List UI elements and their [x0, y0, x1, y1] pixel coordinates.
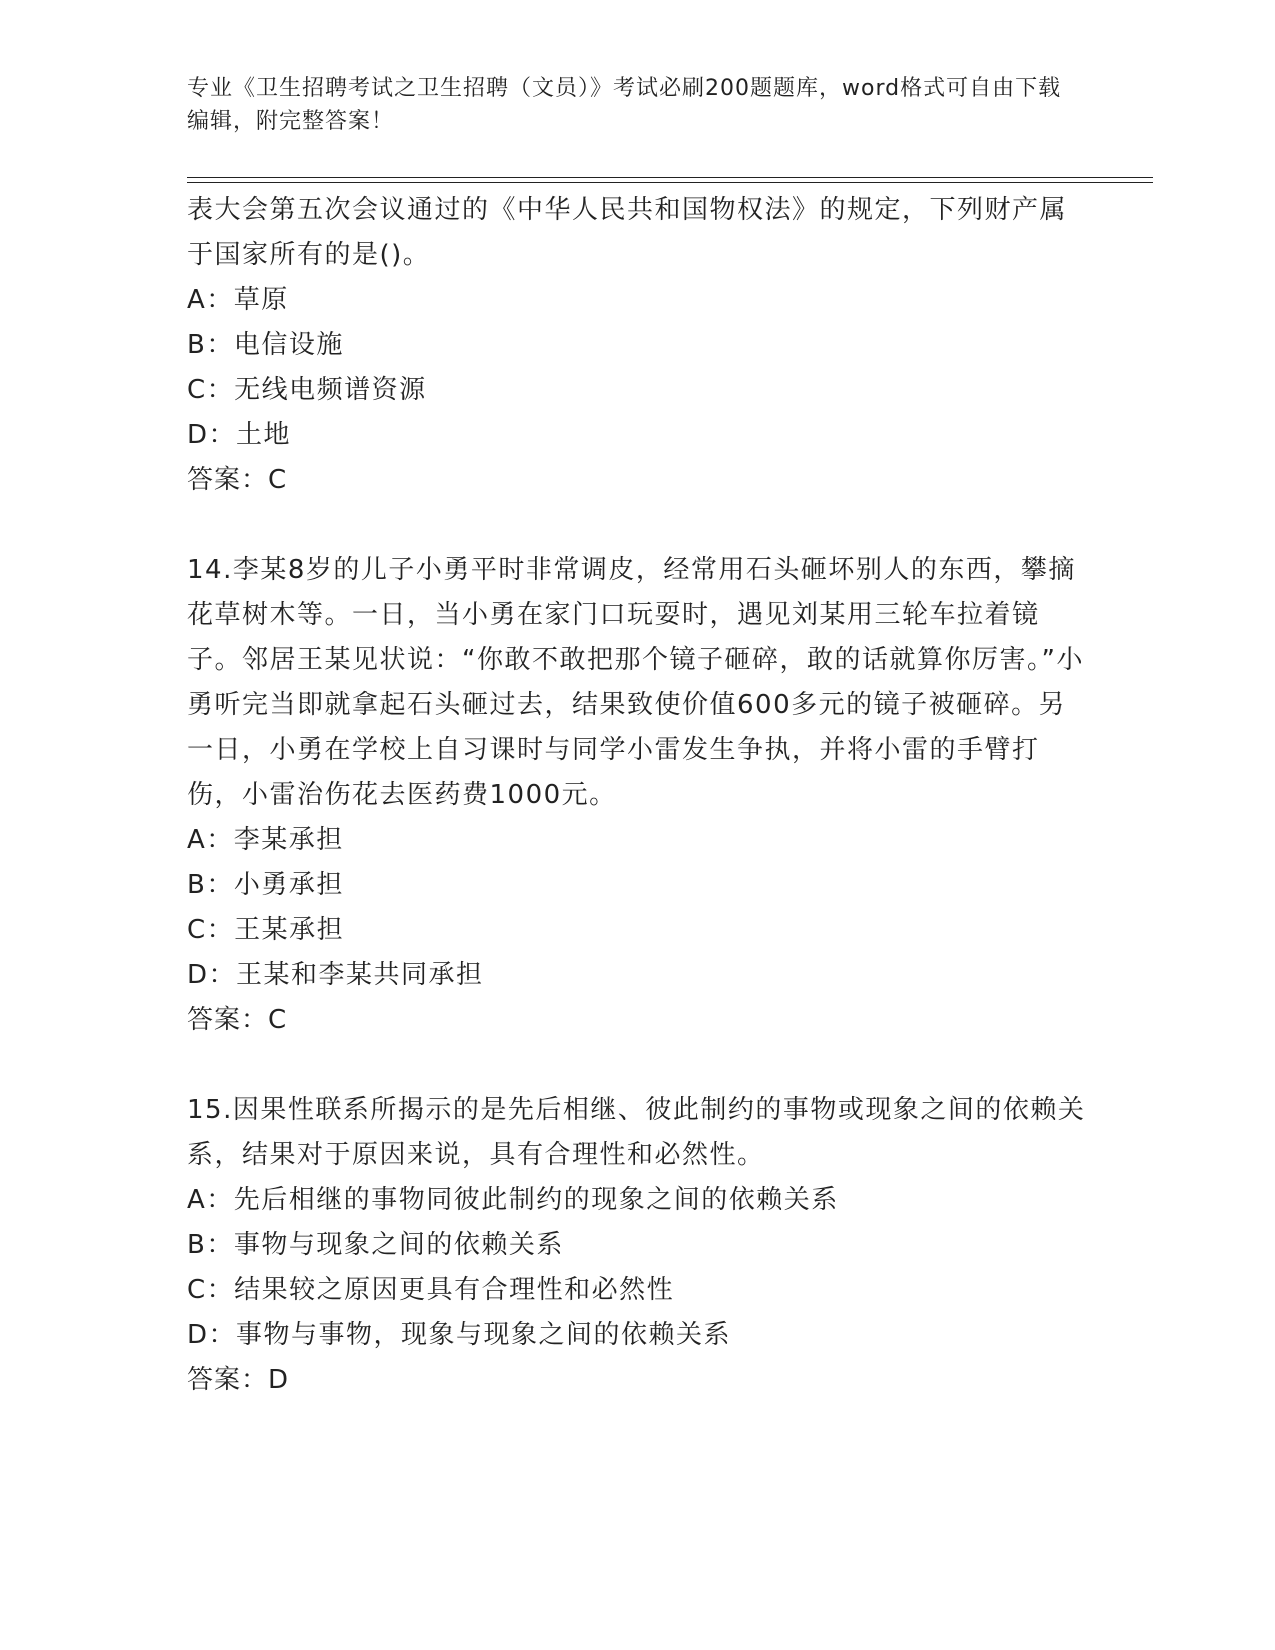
question-gap [187, 1043, 1087, 1088]
answer-line: 答案：C [187, 465, 288, 495]
option-d: D：事物与事物，现象与现象之间的依赖关系 [187, 1320, 732, 1350]
option-b: B：电信设施 [187, 330, 344, 360]
option-c: C：结果较之原因更具有合理性和必然性 [187, 1275, 675, 1305]
answer-line: 答案：D [187, 1365, 290, 1395]
option-b: B：事物与现象之间的依赖关系 [187, 1230, 564, 1260]
page-header: 专业《卫生招聘考试之卫生招聘（文员）》考试必刷200题题库，word格式可自由下载编辑，附完整答案！ [187, 76, 1062, 134]
question-text: 15.因果性联系所揭示的是先后相继、彼此制约的事物或现象之间的依赖关系，结果对于原因来说，具有合理性和必然性。 [187, 1095, 1086, 1170]
option-d: D：王某和李某共同承担 [187, 960, 484, 990]
option-a: A：先后相继的事物同彼此制约的现象之间的依赖关系 [187, 1185, 839, 1215]
question-text: 14.李某8岁的儿子小勇平时非常调皮，经常用石头砸坏别人的东西，攀摘花草树木等。一日，当小勇在家门口玩耍时，遇见刘某用三轮车拉着镜子。邻居王某见状说：“你敢不敢把那个镜子砸碎，敢的话就算你厉害。”小勇听完当即就拿起石头砸过去，结果致使价值600多元的镜子被砸碎。另一日，小勇在学校上自习课时与同学小雷发生争执，并将小雷的手臂打伤，小雷治伤花去医药费1000元。 [187, 555, 1084, 810]
option-a: A：草原 [187, 285, 289, 315]
option-c: C：王某承担 [187, 915, 345, 945]
option-c: C：无线电频谱资源 [187, 375, 427, 405]
question-text: 表大会第五次会议通过的《中华人民共和国物权法》的规定，下列财产属于国家所有的是()。 [187, 195, 1068, 270]
answer-line: 答案：C [187, 1005, 288, 1035]
question-14 [187, 548, 1087, 1043]
question-list [187, 188, 1087, 1403]
option-b: B：小勇承担 [187, 870, 344, 900]
question-15 [187, 1088, 1087, 1403]
header-divider [187, 177, 1153, 183]
question-gap [187, 503, 1087, 548]
option-d: D：土地 [187, 420, 292, 450]
option-a: A：李某承担 [187, 825, 344, 855]
question-13 [187, 188, 1087, 503]
